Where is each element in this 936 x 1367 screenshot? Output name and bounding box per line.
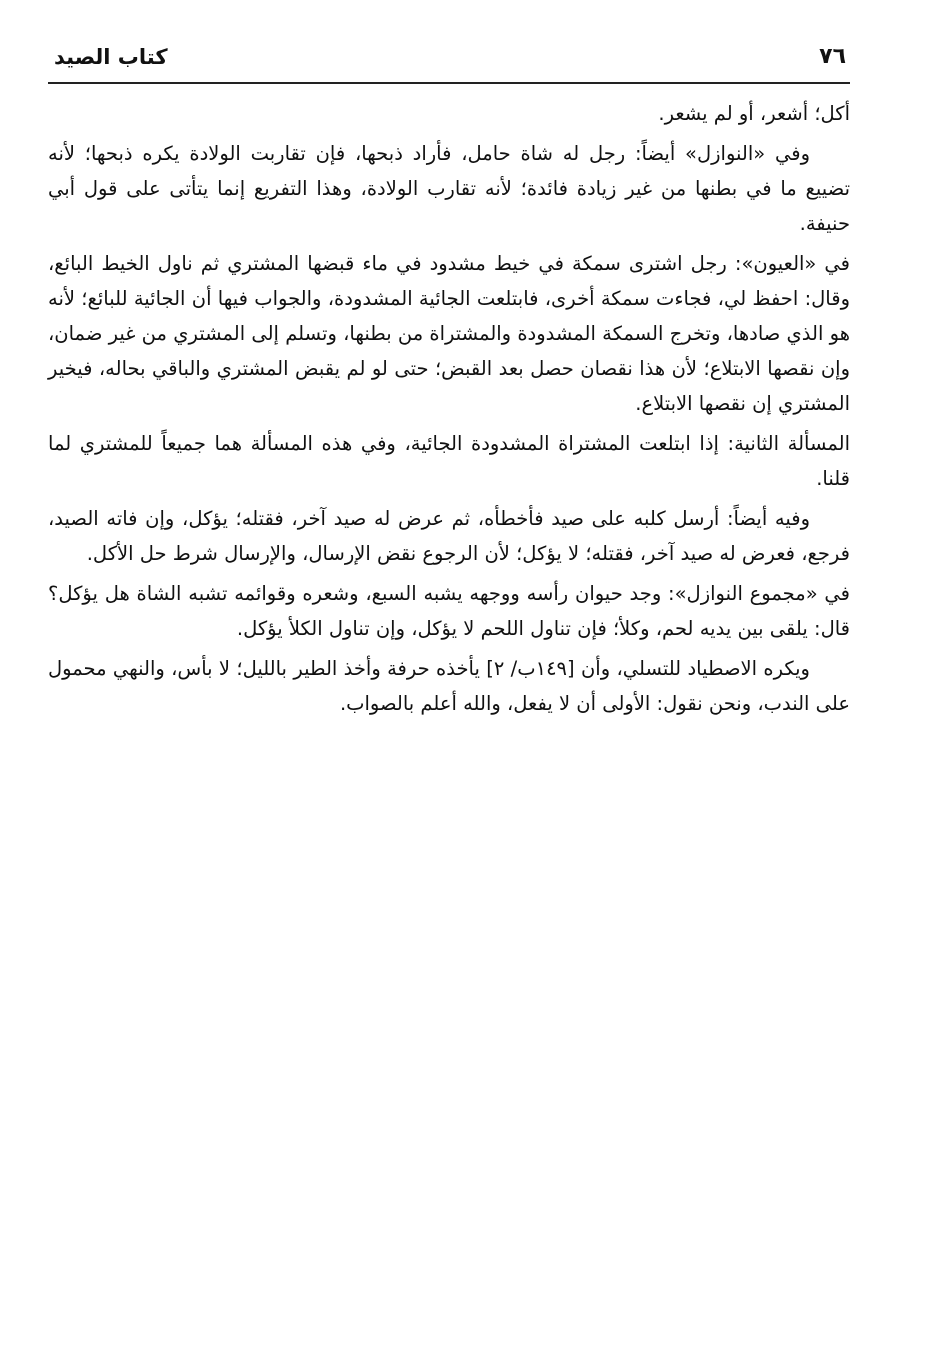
paragraph: وفيه أيضاً: أرسل كلبه على صيد فأخطأه، ثم عرض له صيد آخر، فقتله؛ يؤكل، وإن فاته الصيد، فرجع، فعرض له صيد آخر، فقتله؛ لا يؤكل؛ لأن الرجوع نقض الإرسال، والإرسال شرط حل الأكل. <box>48 507 850 565</box>
paragraph: في «مجموع النوازل»: وجد حيوان رأسه ووجهه يشبه السبع، وشعره وقوائمه تشبه الشاة هل يؤكل؟ قال: يلقى بين يديه لحم، وكلأ؛ فإن تناول اللحم لا يؤكل، وإن تناول الكلأ يؤكل. <box>48 582 850 640</box>
paragraph: في «العيون»: رجل اشترى سمكة في خيط مشدود في ماء قبضها المشتري ثم ناول الخيط البائع، وقال: احفظ لي، فجاءت سمكة أخرى، فابتلعت الجائية المشدودة، والجواب فيها أن الجائية للبائع؛ لأنه هو الذي صادها، وتخرج السمكة المشدودة والمشتراة من بطنها، وتسلم إلى المشتري من غير ضمان، وإن نقصها الابتلاع؛ لأن هذا نقصان حصل بعد القبض؛ حتى لو لم يقبض المشتري والباقي بحاله، فيخير المشتري إن نقصها الابتلاع. <box>48 252 850 415</box>
paragraph: المسألة الثانية: إذا ابتلعت المشتراة المشدودة الجائية، وفي هذه المسألة هما جميعاً للمشتري لما قلنا. <box>48 432 850 490</box>
page-body <box>48 96 850 726</box>
paragraph: ويكره الاصطياد للتسلي، وأن [١٤٩ب/ ٢] يأخذه حرفة وأخذ الطير بالليل؛ لا بأس، والنهي محمول على الندب، ونحن نقول: الأولى أن لا يفعل، والله أعلم بالصواب. <box>48 657 850 715</box>
header-rule <box>48 82 850 84</box>
page-number: ٧٦ <box>819 44 846 69</box>
running-title: كتاب الصيد <box>54 45 168 69</box>
paragraph: أكل؛ أشعر، أو لم يشعر. <box>658 102 850 125</box>
paragraph: وفي «النوازل» أيضاً: رجل له شاة حامل، فأراد ذبحها، فإن تقاربت الولادة يكره ذبحها؛ لأنه تضييع ما في بطنها من غير زيادة فائدة؛ لأنه تقارب الولادة، وهذا التفريع إنما يتأتى على قول أبي حنيفة. <box>48 142 850 235</box>
page-header <box>48 40 850 74</box>
